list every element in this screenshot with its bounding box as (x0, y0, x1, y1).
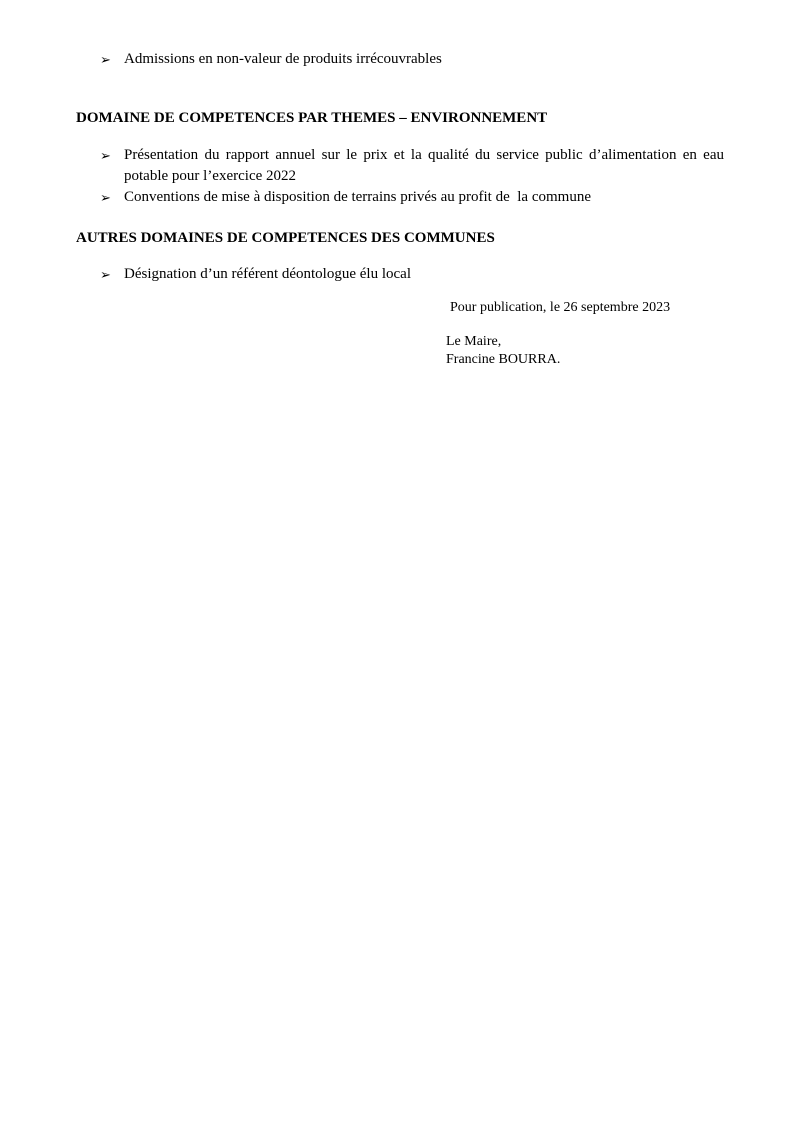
signatory-title: Le Maire, (446, 334, 502, 349)
list-item-text: Admissions en non-valeur de produits irrécouvrables (124, 51, 442, 67)
signatory-name: Francine BOURRA. (446, 352, 561, 367)
list-item (100, 264, 724, 285)
arrow-bullet-icon: ➢ (100, 148, 111, 163)
section-heading-environnement: DOMAINE DE COMPETENCES PAR THEMES – ENVIRONNEMENT (76, 110, 548, 126)
arrow-bullet-icon: ➢ (100, 267, 111, 282)
list-item (100, 49, 724, 70)
list-item-text: Désignation d’un référent déontologue élu local (124, 266, 411, 282)
list-item (100, 187, 724, 208)
list-item-text: Conventions de mise à disposition de terrains privés au profit de la commune (124, 189, 591, 205)
arrow-bullet-icon: ➢ (100, 52, 111, 67)
list-item-text: Présentation du rapport annuel sur le prix et la qualité du service public d’alimentation en eau potable pour l’exercice 2022 (124, 147, 724, 184)
arrow-bullet-icon: ➢ (100, 190, 111, 205)
list-item (100, 145, 724, 187)
signature-block (446, 333, 560, 369)
section-heading-autres-domaines: AUTRES DOMAINES DE COMPETENCES DES COMMUNES (76, 230, 495, 246)
publication-date-line: Pour publication, le 26 septembre 2023 (450, 300, 671, 315)
